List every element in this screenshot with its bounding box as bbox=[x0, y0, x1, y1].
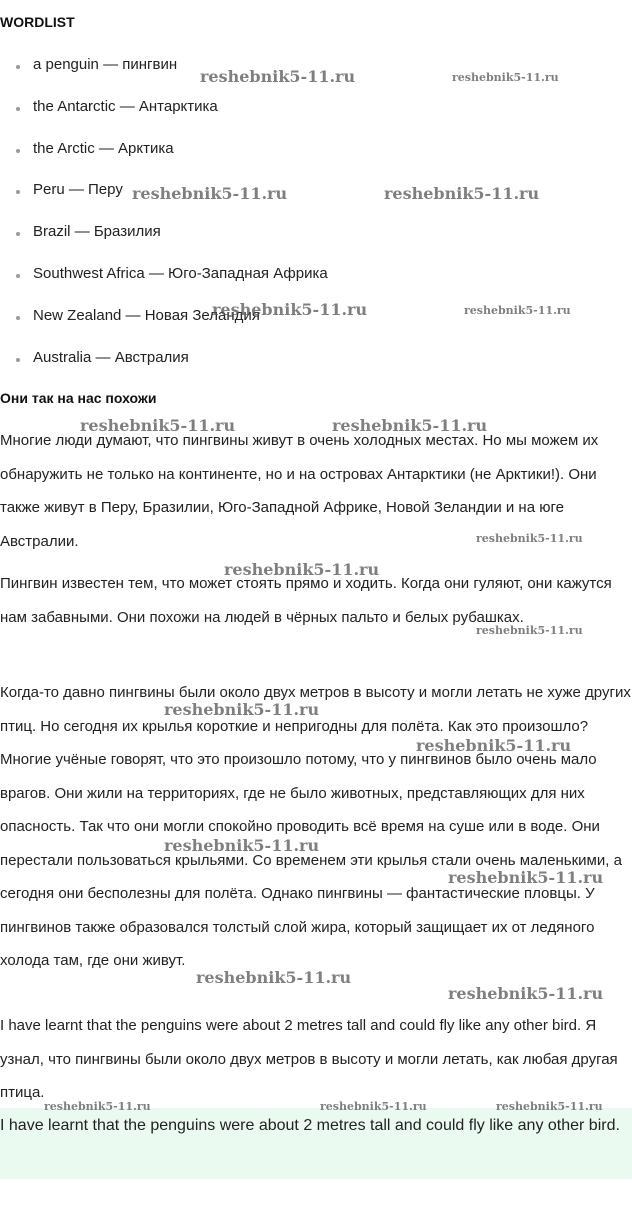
article-paragraph: Когда-то давно пингвины были около двух метров в высоту и могли летать не хуже других птиц. Но сегодня их крылья короткие и непригодны для полёта. Как это произошло? Многие учёные говорят, что это произошло потому, что у пингвинов было очень мало врагов. Они жили на территориях, где не было животных, представляющих для них опасность. Так что они могли спокойно проводить всё время на суше или в воде. Они перестали пользоваться крыльями. Со временем эти крылья стали очень маленькими, а сегодня они бесполезны для полёта. Однако пингвины — фантастические пловцы. У пингвинов также образовался толстый слой жира, который защищает их от ледяного холода там, где они живут. bbox=[0, 684, 631, 969]
list-item: a penguin — пингвин bbox=[0, 56, 328, 98]
watermark: reshebnik5-11.ru bbox=[448, 868, 604, 887]
watermark: reshebnik5-11.ru bbox=[496, 1100, 603, 1113]
list-item: the Antarctic — Антарктика bbox=[0, 98, 328, 140]
list-item: Australia — Австралия bbox=[0, 349, 328, 391]
list-item: Peru — Перу bbox=[0, 181, 328, 223]
article-paragraph: Пингвин известен тем, что может стоять прямо и ходить. Когда они гуляют, они кажутся нам забавными. Они похожи на людей в чёрных пальто и белых рубашках. bbox=[0, 575, 612, 626]
watermark: reshebnik5-11.ru bbox=[80, 416, 236, 435]
wordlist bbox=[0, 56, 328, 390]
list-item: the Arctic — Арктика bbox=[0, 140, 328, 182]
watermark: reshebnik5-11.ru bbox=[196, 968, 352, 987]
list-item: New Zealand — Новая Зеландия bbox=[0, 307, 328, 349]
watermark: reshebnik5-11.ru bbox=[476, 624, 583, 637]
watermark: reshebnik5-11.ru bbox=[452, 71, 559, 84]
article-paragraph: Многие люди думают, что пингвины живут в очень холодных местах. Но мы можем их обнаружить не только на континенте, но и на островах Антарктики (не Арктики!). Они также живут в Перу, Бразилии, Юго-Западной Африке, Новой Зеландии и на юге Австралии. bbox=[0, 432, 599, 550]
watermark: reshebnik5-11.ru bbox=[164, 836, 320, 855]
answer-text: I have learnt that the penguins were about 2 metres tall and could fly like any other bird. bbox=[0, 1117, 620, 1134]
watermark: reshebnik5-11.ru bbox=[416, 736, 572, 755]
article-title: Они так на нас похожи bbox=[0, 390, 157, 406]
watermark: reshebnik5-11.ru bbox=[332, 416, 488, 435]
answer-box bbox=[0, 1108, 632, 1179]
watermark: reshebnik5-11.ru bbox=[224, 560, 380, 579]
list-item: Southwest Africa — Юго-Западная Африка bbox=[0, 265, 328, 307]
watermark: reshebnik5-11.ru bbox=[320, 1100, 427, 1113]
list-item: Brazil — Бразилия bbox=[0, 223, 328, 265]
watermark: reshebnik5-11.ru bbox=[164, 700, 320, 719]
watermark: reshebnik5-11.ru bbox=[132, 184, 288, 203]
watermark: reshebnik5-11.ru bbox=[44, 1100, 151, 1113]
watermark: reshebnik5-11.ru bbox=[200, 67, 356, 86]
watermark: reshebnik5-11.ru bbox=[212, 300, 368, 319]
watermark: reshebnik5-11.ru bbox=[464, 304, 571, 317]
watermark: reshebnik5-11.ru bbox=[384, 184, 540, 203]
article-paragraph: I have learnt that the penguins were about 2 metres tall and could fly like any other bird. Я узнал, что пингвины были около двух метров в высоту и могли летать, как любая другая птица. bbox=[0, 1017, 618, 1101]
watermark: reshebnik5-11.ru bbox=[476, 532, 583, 545]
watermark: reshebnik5-11.ru bbox=[448, 984, 604, 1003]
wordlist-title: WORDLIST bbox=[0, 14, 75, 30]
